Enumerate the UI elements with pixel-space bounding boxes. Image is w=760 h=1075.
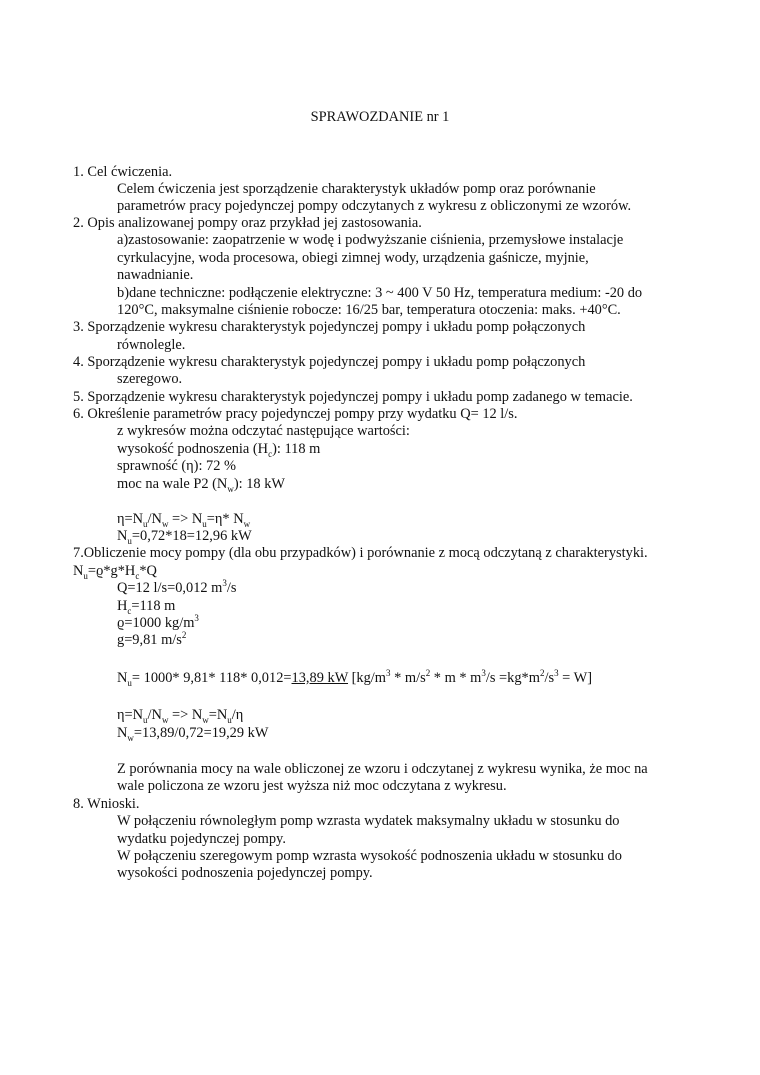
power-calculation: $N_u= 1000*$ 9,81* 118* 0,012=13,89 kW $[kg/m^3 * m/s^2 * m * m^3/s =kg*m^2/s^3 = W]$	[117, 668, 592, 688]
power-result: 13,89 kW	[291, 670, 349, 686]
shaft-power-formula: $\eta=N_u/N_w => N_w=N_u/\eta$	[117, 707, 244, 725]
page-title: SPRAWOZDANIE nr 1	[310, 109, 450, 125]
section-3-continuation: równolegle.	[117, 337, 186, 353]
section-5-heading: 5. Sporządzenie wykresu charakterystyk pojedynczej pompy i układu pomp zadanego w temacie.	[73, 389, 633, 405]
conclusion-2-line-2: wysokości podnoszenia pojedynczej pompy.	[117, 865, 373, 881]
section-2-heading: 2. Opis analizowanej pompy oraz przykład jej zastosowania.	[73, 215, 422, 231]
conclusion-1-line-1: W połączeniu równoległym pomp wzrasta wydatek maksymalny układu w stosunku do	[117, 813, 620, 829]
section-3-heading: 3. Sporządzenie wykresu charakterystyk pojedynczej pompy i układu pomp połączonych	[73, 319, 586, 335]
efficiency-formula: $\eta=N_u/N_w => N_u=\eta*$ $N_w$	[117, 511, 251, 529]
section-1-text-1: Celem ćwiczenia jest sporządzenie charakterystyk układów pomp oraz porównanie	[117, 181, 596, 197]
gravity-value: g=9,81 $m/s^2$	[117, 630, 187, 648]
section-2-a-line-2: cyrkulacyjne, woda procesowa, obiegi zimnej wody, urządzenia gaśnicze, myjnie,	[117, 250, 589, 266]
density-value: ϱ=1000 $kg/m^3$	[117, 613, 199, 631]
comparison-text-2: wale policzona ze wzoru jest wyższa niż moc odczytana z wykresu.	[117, 778, 507, 794]
power-formula: $N_u=ϱ*g*H_c*Q$	[73, 563, 157, 581]
head-height-reading: wysokość podnoszenia $(H_c)$: 118 m	[117, 441, 321, 459]
section-6-intro: z wykresów można odczytać następujące wartości:	[117, 423, 410, 439]
comparison-text-1: Z porównania mocy na wale obliczonej ze wzoru i odczytanej z wykresu wynika, że moc na	[117, 761, 648, 777]
conclusion-1-line-2: wydatku pojedynczej pompy.	[117, 831, 286, 847]
section-7-heading: 7.Obliczenie mocy pompy (dla obu przypadków) i porównanie z mocą odczytaną z charakterystyki.	[73, 545, 648, 561]
shaft-power-reading: moc na wale P2 $(N_w)$: 18 kW	[117, 476, 285, 494]
section-2-b-line-1: b)dane techniczne: podłączenie elektryczne: 3 ~ 400 V 50 Hz, temperatura medium: -20 do	[117, 285, 643, 301]
section-1-heading: 1. Cel ćwiczenia.	[73, 164, 173, 180]
section-6-heading: 6. Określenie parametrów pracy pojedynczej pompy przy wydatku Q= 12 l/s.	[73, 406, 518, 422]
section-2-a-line-1: a)zastosowanie: zaopatrzenie w wodę i podwyższanie ciśnienia, przemysłowe instalacje	[117, 232, 624, 248]
section-2-a-line-3: nawadnianie.	[117, 267, 194, 283]
useful-power-calc: $N_u=0,72*18=12,96$ kW	[117, 528, 252, 546]
efficiency-reading: sprawność (η): 72 %	[117, 458, 237, 474]
section-4-heading: 4. Sporządzenie wykresu charakterystyk pojedynczej pompy i układu pomp połączonych	[73, 354, 586, 370]
section-8-heading: 8. Wnioski.	[73, 796, 140, 812]
section-1-text-2: parametrów pracy pojedynczej pompy odczytanych z wykresu z obliczonymi ze wzorów.	[117, 198, 632, 214]
head-value: $H_c=118$ m	[117, 598, 176, 616]
flow-value: Q=12 l/s=0,012 $m^3/s$	[117, 578, 237, 596]
shaft-power-calc: $N_w=13,89/0,72=19,29$ kW	[117, 725, 269, 743]
section-4-continuation: szeregowo.	[117, 371, 183, 387]
section-2-b-line-2: 120°C, maksymalne ciśnienie robocze: 16/25 bar, temperatura otoczenia: maks. +40°C.	[117, 302, 621, 318]
conclusion-2-line-1: W połączeniu szeregowym pomp wzrasta wysokość podnoszenia układu w stosunku do	[117, 848, 622, 864]
